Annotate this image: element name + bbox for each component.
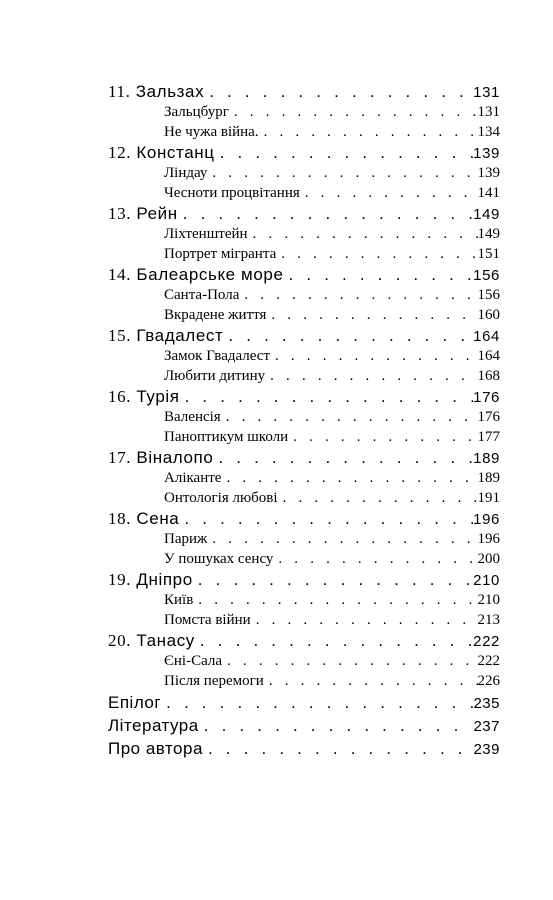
page-number: 189 — [473, 450, 500, 467]
page-number: 139 — [477, 165, 500, 181]
back-matter-entry[interactable] — [108, 691, 500, 714]
section-entry[interactable] — [108, 529, 500, 549]
section-entry[interactable] — [108, 346, 500, 366]
section-title: Замок Гвадалест — [164, 348, 270, 364]
chapter-number: 20. — [108, 631, 132, 650]
dot-leader — [266, 305, 477, 325]
chapter-title — [108, 569, 193, 590]
chapter-entry[interactable] — [108, 325, 500, 346]
section-entry[interactable] — [108, 244, 500, 264]
chapter-entry[interactable] — [108, 264, 500, 285]
chapter-name: Зальзах — [135, 82, 205, 101]
page-number: 149 — [473, 206, 500, 223]
dot-leader — [199, 714, 474, 737]
page-number: 200 — [477, 551, 500, 567]
page-number: 210 — [477, 592, 500, 608]
chapter-number: 11. — [108, 82, 131, 101]
section-entry[interactable] — [108, 488, 500, 508]
dot-leader — [222, 651, 477, 671]
dot-leader — [207, 163, 477, 183]
chapter-entry[interactable] — [108, 386, 500, 407]
dot-leader — [284, 264, 474, 285]
section-entry[interactable] — [108, 610, 500, 630]
section-title: Онтологія любові — [164, 490, 278, 506]
section-title: Вкрадене життя — [164, 307, 267, 323]
section-title: Париж — [164, 531, 208, 547]
dot-leader — [215, 142, 474, 163]
section-entry[interactable] — [108, 224, 500, 244]
dot-leader — [229, 102, 478, 122]
chapter-name: Сена — [136, 509, 180, 528]
section-entry[interactable] — [108, 366, 500, 386]
page-number: 213 — [477, 612, 500, 628]
section-title: Портрет мігранта — [164, 246, 277, 262]
section-title: Любити дитину — [164, 368, 266, 384]
section-title: Санта-Пола — [164, 287, 240, 303]
chapter-entry[interactable] — [108, 630, 500, 651]
page-number: 222 — [473, 633, 500, 650]
chapter-title — [108, 447, 213, 468]
chapter-number: 17. — [108, 448, 132, 467]
chapter-number: 16. — [108, 387, 132, 406]
page-number: 149 — [477, 226, 500, 242]
dot-leader — [273, 549, 477, 569]
page-number: 164 — [473, 328, 500, 345]
chapter-number: 13. — [108, 204, 132, 223]
section-title: Ліхтенштейн — [164, 226, 248, 242]
back-matter-entry[interactable] — [108, 714, 500, 737]
chapter-name: Балеарське море — [136, 265, 284, 284]
page-number: 131 — [473, 84, 500, 101]
page-number: 196 — [473, 511, 500, 528]
dot-leader — [221, 407, 478, 427]
dot-leader — [300, 183, 478, 203]
page-number: 222 — [477, 653, 500, 669]
dot-leader — [265, 366, 477, 386]
chapter-title — [108, 386, 180, 407]
chapter-title — [108, 81, 204, 102]
page-number: 164 — [477, 348, 500, 364]
section-title: Помста війни — [164, 612, 251, 628]
section-entry[interactable] — [108, 285, 500, 305]
dot-leader — [239, 285, 477, 305]
chapter-name: Турія — [136, 387, 180, 406]
back-matter-title: Епілог — [108, 693, 162, 712]
section-title: Зальцбург — [164, 104, 229, 120]
chapter-name: Дніпро — [136, 570, 193, 589]
section-title: Київ — [164, 592, 194, 608]
section-entry[interactable] — [108, 102, 500, 122]
section-entry[interactable] — [108, 163, 500, 183]
section-entry[interactable] — [108, 427, 500, 447]
section-title: Валенсія — [164, 409, 221, 425]
page-number: 177 — [477, 429, 500, 445]
page-number: 237 — [473, 718, 500, 735]
dot-leader — [178, 203, 473, 224]
dot-leader — [207, 529, 477, 549]
chapter-number: 18. — [108, 509, 132, 528]
dot-leader — [204, 81, 473, 102]
dot-leader — [264, 671, 478, 691]
page-number: 196 — [477, 531, 500, 547]
chapter-number: 15. — [108, 326, 132, 345]
page-number: 160 — [477, 307, 500, 323]
chapter-title — [108, 264, 284, 285]
dot-leader — [288, 427, 477, 447]
page-number: 226 — [477, 673, 500, 689]
chapter-number: 12. — [108, 143, 132, 162]
chapter-number: 19. — [108, 570, 132, 589]
dot-leader — [259, 122, 478, 142]
section-entry[interactable] — [108, 183, 500, 203]
dot-leader — [248, 224, 478, 244]
section-entry[interactable] — [108, 651, 500, 671]
chapter-entry[interactable] — [108, 447, 500, 468]
page-number: 156 — [477, 287, 500, 303]
page-number: 139 — [473, 145, 500, 162]
page-number: 168 — [477, 368, 500, 384]
page-number: 134 — [477, 124, 500, 140]
section-title: Єні-Сала — [164, 653, 223, 669]
chapter-name: Гвадалест — [136, 326, 224, 345]
page-number: 189 — [477, 470, 500, 486]
chapter-name: Констанц — [136, 143, 215, 162]
back-matter-entry[interactable] — [108, 737, 500, 760]
chapter-title — [108, 630, 195, 651]
page-number: 239 — [473, 741, 500, 758]
dot-leader — [223, 325, 473, 346]
chapter-title — [108, 203, 178, 224]
chapter-name: Танасу — [136, 631, 195, 650]
section-entry[interactable] — [108, 122, 500, 142]
dot-leader — [180, 386, 474, 407]
section-title: Ліндау — [164, 165, 208, 181]
section-title: Паноптикум школи — [164, 429, 289, 445]
chapter-entry[interactable] — [108, 508, 500, 529]
dot-leader — [213, 447, 473, 468]
page-number: 151 — [477, 246, 500, 262]
section-entry[interactable] — [108, 590, 500, 610]
section-entry[interactable] — [108, 407, 500, 427]
chapter-number: 14. — [108, 265, 132, 284]
chapter-title — [108, 325, 223, 346]
dot-leader — [195, 630, 473, 651]
back-matter-title: Про автора — [108, 739, 203, 758]
page-number: 156 — [473, 267, 500, 284]
dot-leader — [276, 244, 477, 264]
chapter-entry[interactable] — [108, 81, 500, 102]
section-title: Аліканте — [164, 470, 222, 486]
section-title: Чесноти процвітання — [164, 185, 300, 201]
dot-leader — [270, 346, 478, 366]
page-number: 191 — [477, 490, 500, 506]
chapter-entry[interactable] — [108, 142, 500, 163]
dot-leader — [251, 610, 478, 630]
section-entry[interactable] — [108, 549, 500, 569]
section-entry[interactable] — [108, 671, 500, 691]
section-title: У пошуках сенсу — [164, 551, 274, 567]
dot-leader — [203, 737, 474, 760]
chapter-title — [108, 142, 215, 163]
section-title: Після перемоги — [164, 673, 264, 689]
chapter-entry[interactable] — [108, 569, 500, 590]
chapter-title — [108, 508, 179, 529]
back-matter-title: Література — [108, 716, 199, 735]
chapter-name: Рейн — [136, 204, 178, 223]
dot-leader — [161, 691, 473, 714]
chapter-name: Віналопо — [136, 448, 214, 467]
dot-leader — [193, 569, 473, 590]
page-number: 176 — [473, 389, 500, 406]
dot-leader — [179, 508, 473, 529]
page-number: 176 — [477, 409, 500, 425]
dot-leader — [221, 468, 477, 488]
dot-leader — [278, 488, 478, 508]
page-number: 131 — [477, 104, 500, 120]
page-number: 235 — [473, 695, 500, 712]
page-number: 141 — [477, 185, 500, 201]
table-of-contents — [108, 81, 500, 760]
page-number: 210 — [473, 572, 500, 589]
section-title: Не чужа війна. — [164, 124, 259, 140]
section-entry[interactable] — [108, 468, 500, 488]
chapter-entry[interactable] — [108, 203, 500, 224]
dot-leader — [193, 590, 477, 610]
section-entry[interactable] — [108, 305, 500, 325]
